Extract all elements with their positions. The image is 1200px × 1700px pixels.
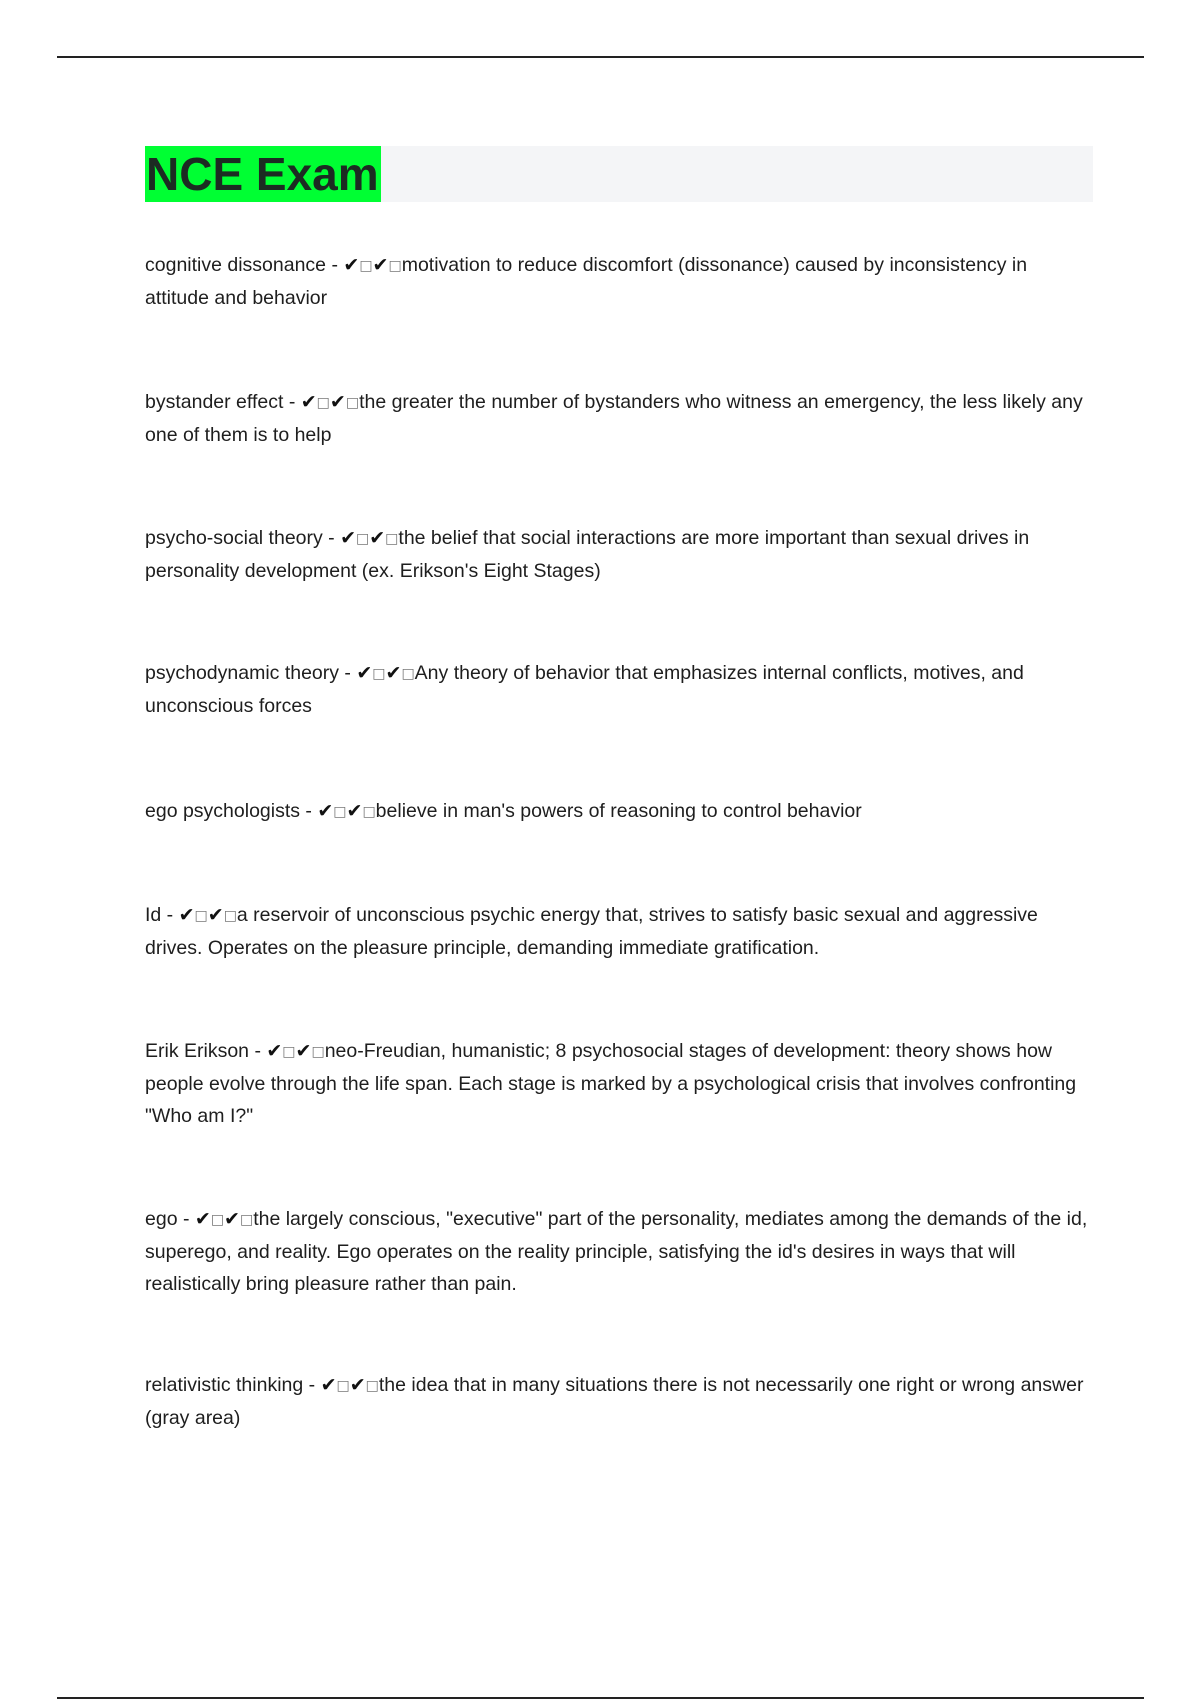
flashcard-entry	[145, 522, 1095, 587]
box-icon: □	[359, 258, 373, 274]
box-icon: □	[316, 395, 330, 411]
footer-rule	[57, 1697, 1144, 1699]
check-icon: ✔	[372, 254, 389, 276]
check-icon: ✔	[385, 662, 402, 684]
flashcard-entry	[145, 657, 1095, 722]
entry-term: psychodynamic theory	[145, 662, 340, 684]
page-title: NCE Exam	[146, 148, 379, 200]
entry-definition: the greater the number of bystanders who witness an emergency, the less likely any one of them is to help	[145, 391, 1083, 446]
box-icon: □	[401, 666, 415, 682]
check-icon: ✔	[194, 1208, 211, 1230]
box-icon: □	[372, 666, 386, 682]
box-icon: □	[194, 908, 208, 924]
box-icon: □	[282, 1044, 296, 1060]
entry-definition: Any theory of behavior that emphasizes internal conflicts, motives, and unconscious forces	[145, 662, 1024, 717]
entry-separator: -	[177, 1208, 195, 1230]
flashcard-entry	[145, 899, 1095, 964]
entry-term: relativistic thinking	[145, 1374, 304, 1396]
flashcard-entry	[145, 1035, 1095, 1132]
entry-term: ego	[145, 1208, 178, 1230]
box-icon: □	[311, 1044, 325, 1060]
check-icon: ✔	[346, 800, 363, 822]
check-icon: ✔	[317, 800, 334, 822]
flashcard-entry	[145, 386, 1095, 451]
entry-term: psycho-social theory	[145, 527, 323, 549]
flashcard-entry	[145, 1369, 1095, 1434]
box-icon: □	[239, 1212, 254, 1228]
entry-term: Erik Erikson	[145, 1040, 250, 1062]
box-icon: □	[362, 804, 376, 820]
entry-separator: -	[300, 800, 318, 822]
entry-definition: neo-Freudian, humanistic; 8 psychosocial stages of development: theory shows how people evolve through the life span. Each stage is marked by a psychological crisis that involves confronting "Who am I?"	[145, 1040, 1077, 1127]
check-icon: ✔	[224, 1208, 240, 1230]
check-icon: ✔	[343, 254, 360, 276]
check-icon: ✔	[349, 1374, 366, 1396]
entry-separator: -	[339, 662, 357, 684]
entry-definition: the idea that in many situations there is not necessarily one right or wrong answer (gray area)	[145, 1374, 1084, 1429]
box-icon: □	[345, 395, 360, 411]
check-icon: ✔	[329, 391, 346, 413]
entry-definition: the largely conscious, "executive" part of the personality, mediates among the demands of the id, superego, and reality. Ego operates on the reality principle, satisfying the id's desires in ways that will realistically bring pleasure rather than pain.	[145, 1208, 1088, 1295]
entry-term: ego psychologists	[145, 800, 301, 822]
entry-separator: -	[322, 527, 341, 549]
check-icon: ✔	[178, 904, 195, 926]
entry-separator: -	[283, 391, 301, 413]
box-icon: □	[385, 531, 399, 547]
box-icon: □	[388, 258, 402, 274]
entry-separator: -	[326, 254, 344, 276]
box-icon: □	[333, 804, 347, 820]
box-icon: □	[210, 1212, 225, 1228]
flashcard-entry	[145, 1203, 1095, 1300]
check-icon: ✔	[369, 527, 386, 549]
check-icon: ✔	[300, 391, 317, 413]
check-icon: ✔	[207, 904, 224, 926]
check-icon: ✔	[295, 1040, 312, 1062]
entry-term: bystander effect	[145, 391, 284, 413]
entry-definition: a reservoir of unconscious psychic energy that, strives to satisfy basic sexual and aggressive drives. Operates on the pleasure principle, demanding immediate gratification.	[145, 904, 1038, 959]
flashcard-entry	[145, 795, 1095, 828]
box-icon: □	[223, 908, 237, 924]
entry-definition: the belief that social interactions are more important than sexual drives in personality development (ex. Erikson's Eight Stages)	[145, 527, 1030, 582]
entry-separator: -	[249, 1040, 267, 1062]
entry-separator: -	[161, 904, 179, 926]
entry-definition: motivation to reduce discomfort (dissonance) caused by inconsistency in attitude and behavior	[145, 254, 1028, 309]
entry-term: Id	[145, 904, 162, 926]
check-icon: ✔	[266, 1040, 283, 1062]
check-icon: ✔	[356, 662, 373, 684]
box-icon: □	[365, 1378, 379, 1394]
box-icon: □	[356, 531, 370, 547]
entry-separator: -	[303, 1374, 321, 1396]
check-icon: ✔	[320, 1374, 337, 1396]
header-rule	[57, 56, 1144, 58]
entry-term: cognitive dissonance	[145, 254, 327, 276]
entry-definition: believe in man's powers of reasoning to control behavior	[375, 800, 862, 822]
box-icon: □	[336, 1378, 350, 1394]
check-icon: ✔	[340, 527, 357, 549]
flashcard-entry	[145, 249, 1095, 314]
